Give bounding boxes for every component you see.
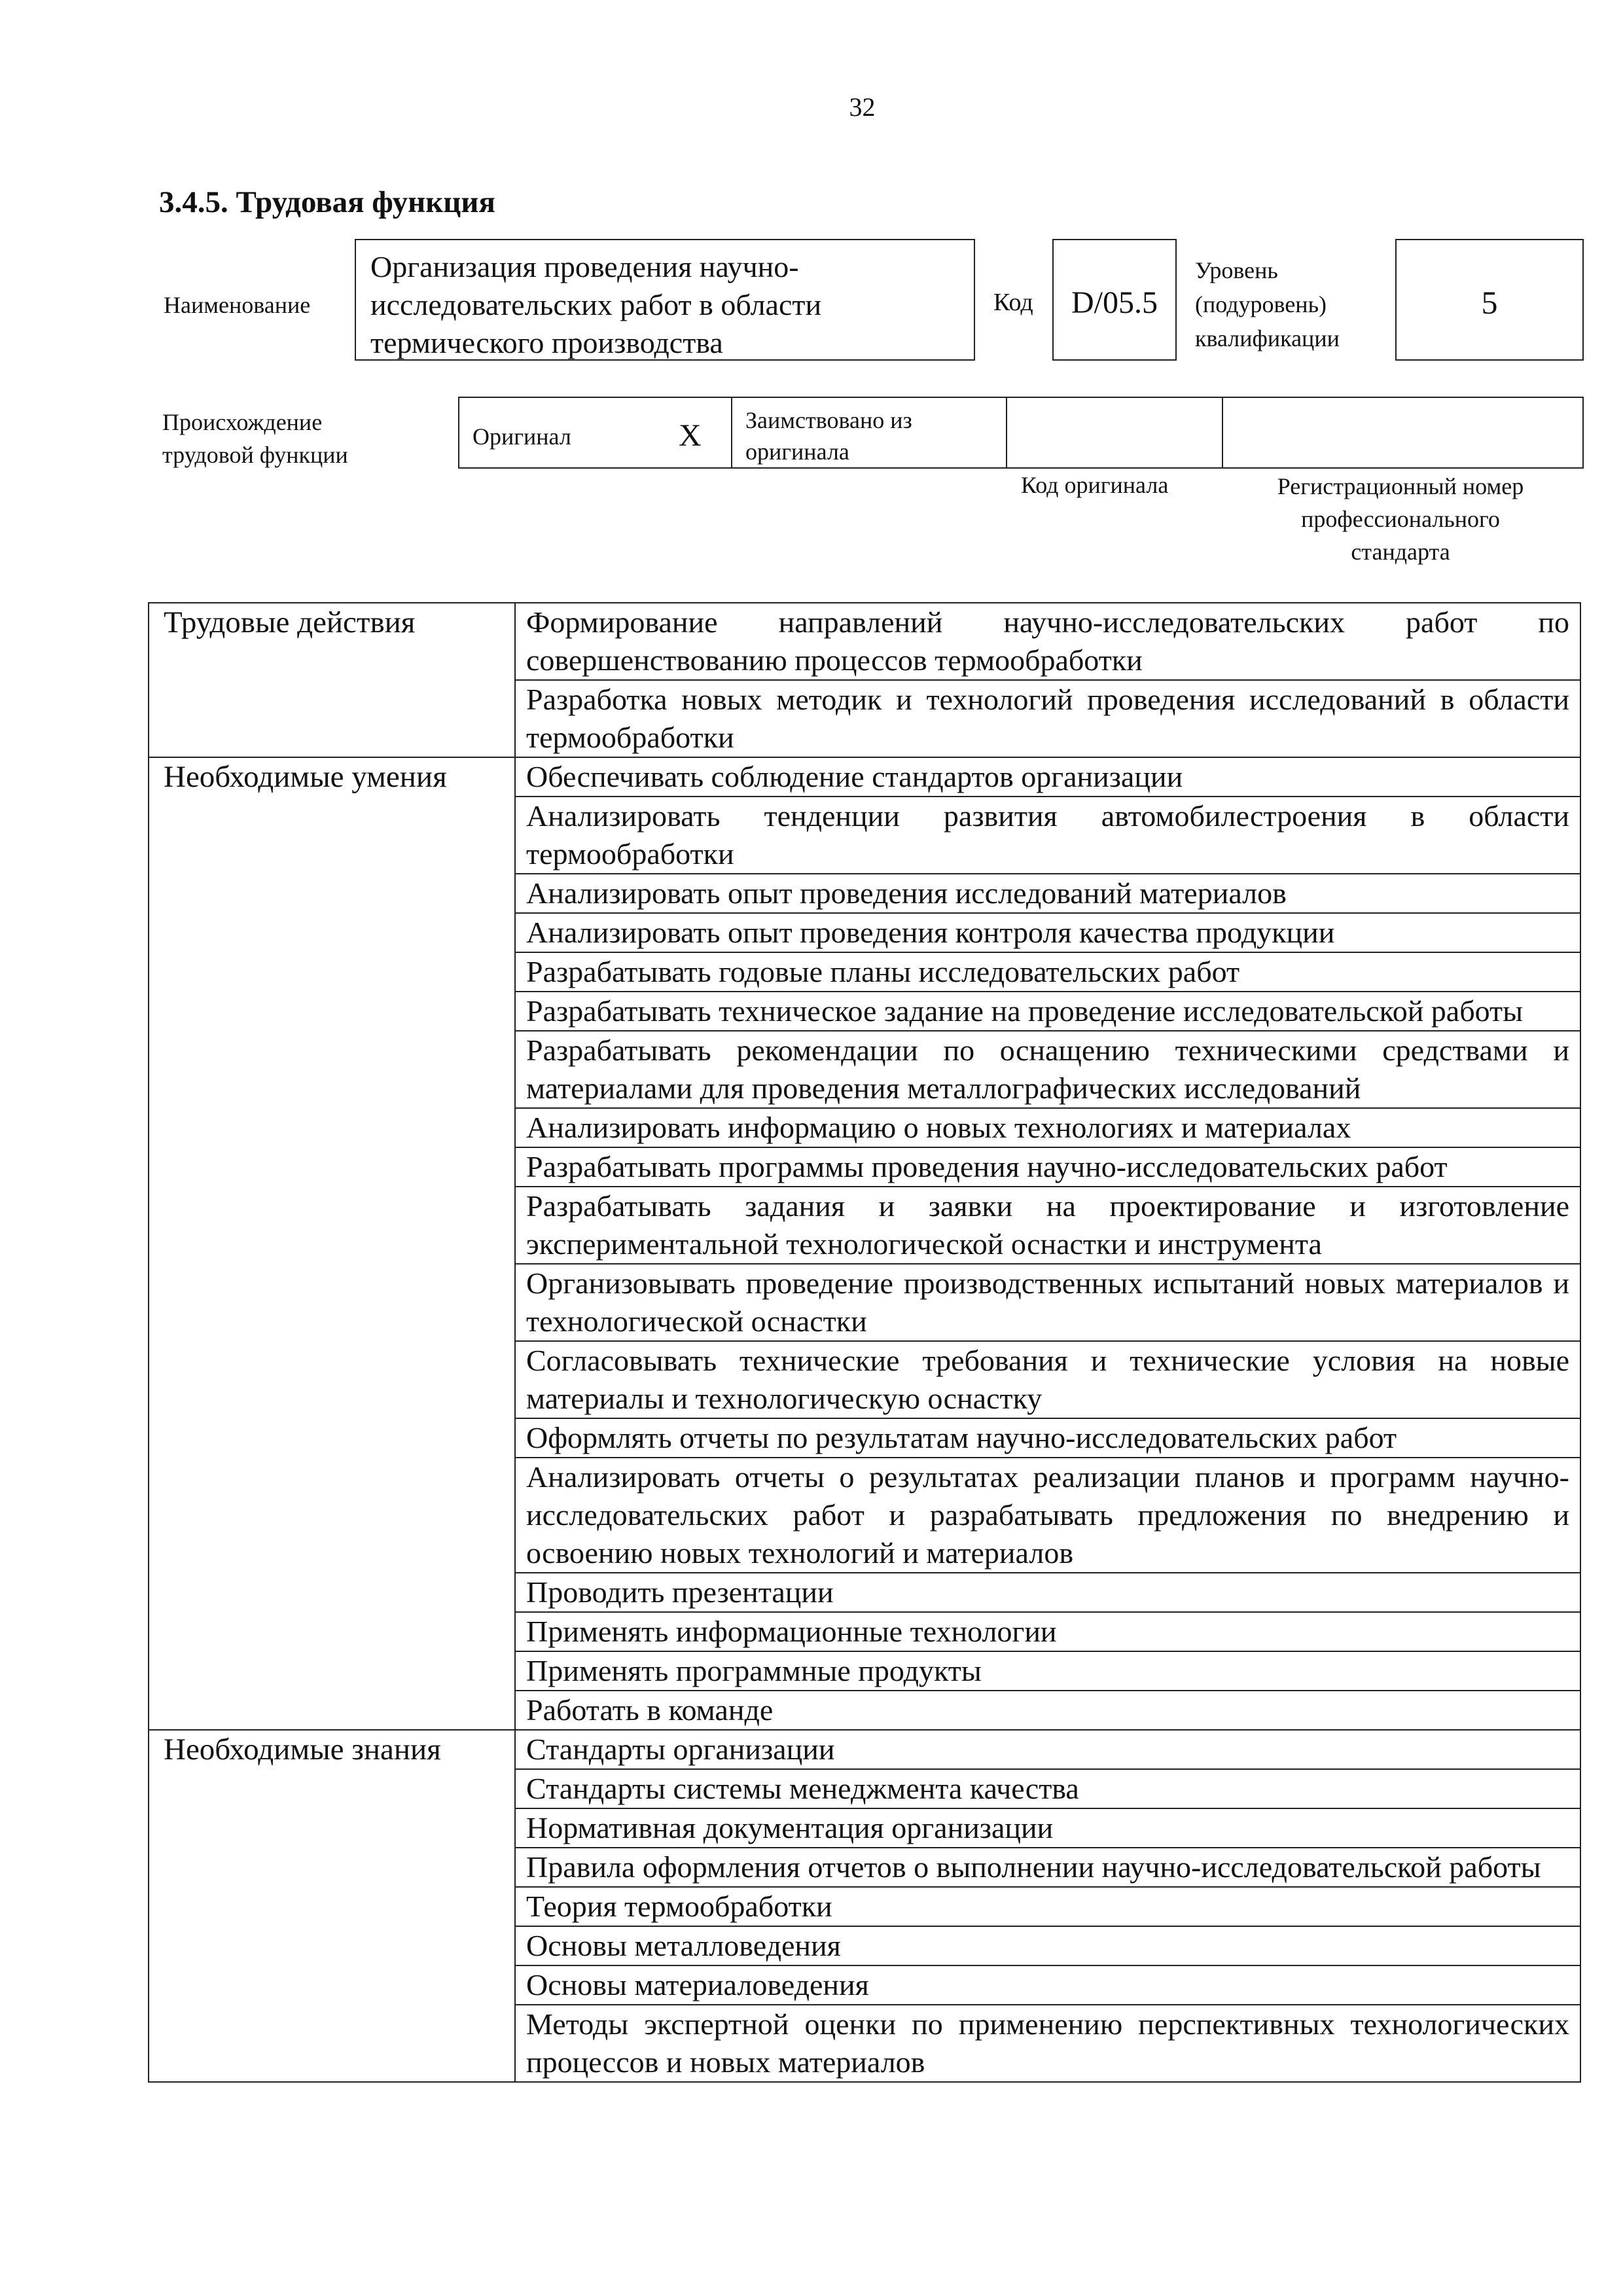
required-skills-item: Согласовывать технические требования и технические условия на новые материалы и технологическую оснастку: [515, 1341, 1580, 1418]
original-code-cell: [1007, 398, 1223, 467]
qualification-level-label: [1195, 253, 1340, 355]
function-name-line: исследовательских работ в области: [370, 288, 822, 321]
required-skills-label: Необходимые умения: [149, 757, 515, 1730]
required-skills-item: Разрабатывать годовые планы исследовательских работ: [515, 952, 1580, 992]
required-skills-item: Применять информационные технологии: [515, 1612, 1580, 1651]
required-skills-item: Организовывать проведение производственных испытаний новых материалов и технологической оснастки: [515, 1264, 1580, 1341]
required-knowledge-item: Стандарты организации: [515, 1730, 1580, 1769]
required-skills-item: Анализировать отчеты о результатах реализации планов и программ научно-исследовательских работ и разрабатывать предложения по внедрению и освоению новых технологий и материалов: [515, 1458, 1580, 1573]
origin-label: [162, 406, 348, 471]
section-title: 3.4.5. Трудовая функция: [159, 185, 495, 219]
required-skills-item: Анализировать информацию о новых технологиях и материалах: [515, 1108, 1580, 1147]
borrowed-label-line: Заимствовано из: [745, 407, 912, 433]
reg-caption-line: Регистрационный номер: [1277, 473, 1524, 499]
registration-number-caption: [1243, 470, 1558, 568]
required-skills-item: Анализировать опыт проведения контроля качества продукции: [515, 913, 1580, 952]
required-skills-item: Работать в команде: [515, 1691, 1580, 1730]
original-mark: X: [679, 418, 702, 453]
labor-actions-label: Трудовые действия: [149, 603, 515, 757]
required-knowledge-item: Стандарты системы менеджмента качества: [515, 1769, 1580, 1808]
table-row: [149, 1730, 1580, 1769]
requirements-table: [148, 602, 1581, 2083]
required-skills-item: Разрабатывать задания и заявки на проектирование и изготовление экспериментальной технологической оснастки и инструмента: [515, 1187, 1580, 1264]
level-label-line: Уровень: [1195, 257, 1278, 283]
reg-caption-line: профессионального: [1301, 506, 1500, 532]
original-label: Оригинал: [473, 423, 571, 450]
code-label: Код: [993, 289, 1033, 316]
qualification-level-value: 5: [1395, 239, 1584, 361]
required-knowledge-label: Необходимые знания: [149, 1730, 515, 2082]
required-skills-item: Разрабатывать техническое задание на проведение исследовательской работы: [515, 992, 1580, 1031]
origin-table: [458, 397, 1584, 469]
required-skills-item: Разрабатывать рекомендации по оснащению техническими средствами и материалами для проведения металлографических исследований: [515, 1031, 1580, 1108]
required-skills-item: Обеспечивать соблюдение стандартов организации: [515, 757, 1580, 797]
borrowed-label: [745, 404, 912, 467]
origin-label-line: Происхождение: [162, 409, 323, 435]
name-label: Наименование: [164, 292, 311, 318]
required-knowledge-item: Методы экспертной оценки по применению перспективных технологических процессов и новых материалов: [515, 2005, 1580, 2082]
table-row: [149, 603, 1580, 680]
labor-actions-item: Формирование направлений научно-исследовательских работ по совершенствованию процессов термообработки: [515, 603, 1580, 680]
borrowed-cell: [732, 398, 1007, 467]
function-name-box: [355, 239, 975, 361]
original-cell: [459, 398, 732, 467]
required-skills-item: Оформлять отчеты по результатам научно-исследовательских работ: [515, 1418, 1580, 1458]
required-skills-item: Анализировать тенденции развития автомобилестроения в области термообработки: [515, 797, 1580, 874]
function-name-line: Организация проведения научно-: [370, 250, 799, 283]
table-row: [149, 757, 1580, 797]
borrowed-label-line: оригинала: [745, 439, 849, 465]
reg-caption-line: стандарта: [1351, 539, 1450, 565]
function-name-line: термического производства: [370, 326, 723, 359]
required-skills-item: Разрабатывать программы проведения научно-исследовательских работ: [515, 1147, 1580, 1187]
origin-label-line: трудовой функции: [162, 442, 348, 468]
required-skills-item: Применять программные продукты: [515, 1651, 1580, 1691]
required-knowledge-item: Основы материаловедения: [515, 1965, 1580, 2005]
code-value: D/05.5: [1052, 239, 1177, 361]
required-knowledge-item: Теория термообработки: [515, 1887, 1580, 1926]
labor-actions-item: Разработка новых методик и технологий проведения исследований в области термообработки: [515, 680, 1580, 757]
level-label-line: квалификации: [1195, 325, 1340, 351]
original-code-caption: Код оригинала: [1021, 472, 1169, 498]
required-knowledge-item: Правила оформления отчетов о выполнении научно-исследовательской работы: [515, 1848, 1580, 1887]
required-skills-item: Анализировать опыт проведения исследований материалов: [515, 874, 1580, 913]
required-knowledge-item: Основы металловедения: [515, 1926, 1580, 1965]
required-knowledge-item: Нормативная документация организации: [515, 1808, 1580, 1848]
level-label-line: (подуровень): [1195, 291, 1327, 317]
required-skills-item: Проводить презентации: [515, 1573, 1580, 1612]
page-number: 32: [849, 92, 876, 122]
registration-number-cell: [1223, 398, 1582, 467]
